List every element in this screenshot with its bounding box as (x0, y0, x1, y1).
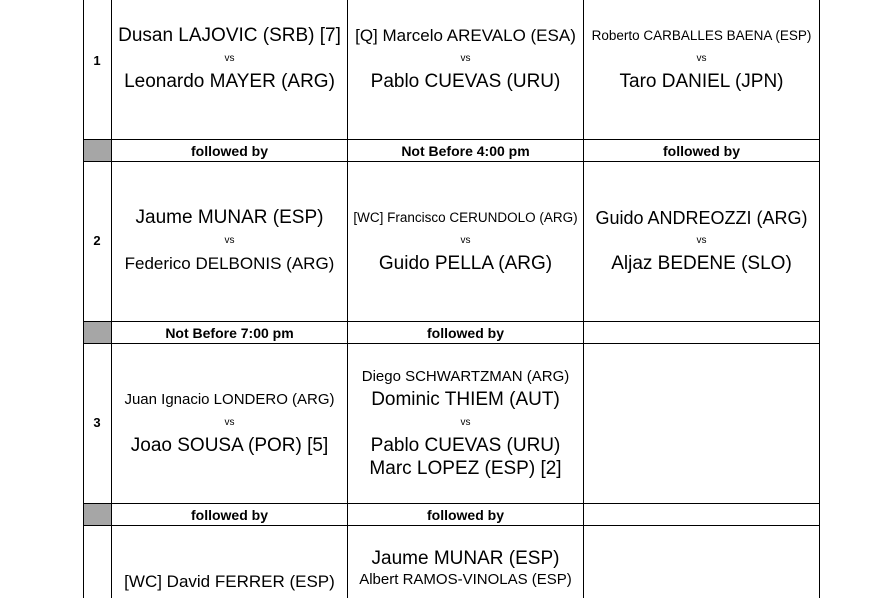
match-cell (112, 570, 347, 594)
grid-line (83, 139, 820, 140)
vs-label: vs (696, 235, 707, 246)
player-name: Aljaz BEDENE (SLO) (611, 253, 792, 274)
separator-text: followed by (191, 143, 268, 159)
vs-label: vs (224, 53, 235, 64)
player-name: Marc LOPEZ (ESP) [2] (369, 458, 562, 479)
separator-text: Not Before 4:00 pm (401, 143, 530, 159)
match-cell (584, 24, 819, 94)
grid-line (83, 503, 820, 504)
player-name: Joao SOUSA (POR) [5] (130, 435, 329, 456)
vs-label: vs (460, 235, 471, 246)
separator-text: Not Before 7:00 pm (165, 325, 294, 341)
separator-text: followed by (427, 325, 504, 341)
player-name: Jaume MUNAR (ESP) (371, 548, 560, 569)
vs-label: vs (460, 417, 471, 428)
separator-text (584, 506, 819, 524)
player-name: Juan Ignacio LONDERO (ARG) (124, 391, 335, 408)
player-name: Guido ANDREOZZI (ARG) (595, 208, 808, 228)
grid-line (83, 321, 820, 322)
player-name: Dusan LAJOVIC (SRB) [7] (118, 25, 341, 46)
player-name: Roberto CARBALLES BAENA (ESP) (591, 28, 812, 43)
separator-text: followed by (427, 507, 504, 523)
player-name: Albert RAMOS-VINOLAS (ESP) (359, 571, 572, 588)
order-of-play-grid (83, 0, 820, 598)
grid-line (83, 525, 820, 526)
player-name: Diego SCHWARTZMAN (ARG) (361, 368, 570, 385)
player-name: [Q] Marcelo AREVALO (ESA) (355, 26, 576, 45)
player-name: Federico DELBONIS (ARG) (124, 254, 335, 273)
separator-text: followed by (191, 507, 268, 523)
vs-label: vs (696, 53, 707, 64)
player-name: [WC] Francisco CERUNDOLO (ARG) (353, 210, 578, 225)
separator-gray-block (84, 322, 111, 343)
separator-gray-block (84, 504, 111, 525)
separator-gray-block (84, 140, 111, 161)
match-cell (112, 388, 347, 458)
vs-label: vs (460, 53, 471, 64)
match-cell (584, 206, 819, 276)
court-row-number: 1 (93, 53, 101, 68)
court-row-number: 3 (93, 415, 101, 430)
player-name: Jaume MUNAR (ESP) (135, 207, 324, 228)
match-cell (348, 24, 583, 94)
player-name: Taro DANIEL (JPN) (619, 71, 784, 92)
grid-line (819, 0, 820, 598)
player-name: Leonardo MAYER (ARG) (124, 71, 335, 92)
player-name: Dominic THIEM (AUT) (371, 389, 560, 410)
doubles-match-cell (348, 366, 583, 480)
player-name: Pablo CUEVAS (URU) (370, 435, 561, 456)
grid-line (83, 343, 820, 344)
separator-text (584, 324, 819, 342)
vs-label: vs (224, 235, 235, 246)
grid-line (83, 161, 820, 162)
match-cell (112, 24, 347, 94)
player-name: Pablo CUEVAS (URU) (370, 71, 561, 92)
match-cell (112, 206, 347, 276)
doubles-match-cell (348, 548, 583, 590)
separator-text: followed by (663, 143, 740, 159)
court-row-number: 2 (93, 233, 101, 248)
vs-label: vs (224, 417, 235, 428)
match-cell (348, 206, 583, 276)
player-name: [WC] David FERRER (ESP) (124, 572, 335, 591)
player-name: Guido PELLA (ARG) (378, 253, 553, 274)
